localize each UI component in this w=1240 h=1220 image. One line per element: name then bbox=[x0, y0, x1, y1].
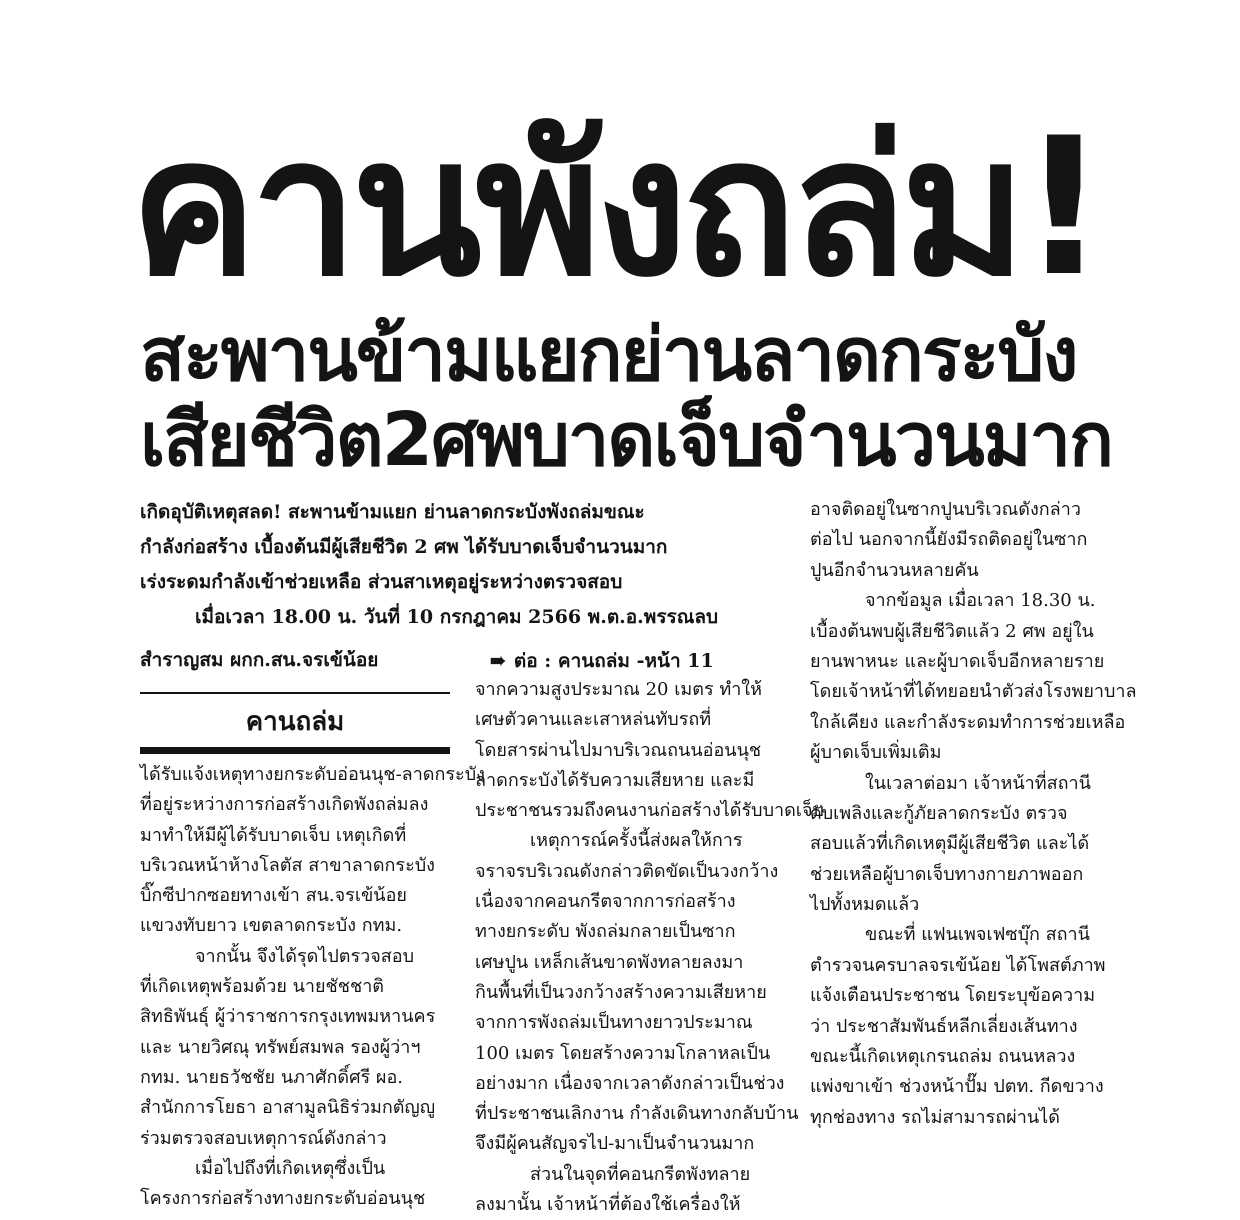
text-line: ประชาชนรวมถึงคนงานก่อสร้างได้รับบาดเจ็บ bbox=[475, 800, 824, 822]
text-line: 100 เมตร โดยสร้างความโกลาหลเป็น bbox=[475, 1042, 771, 1064]
text-line: จากข้อมูล เมื่อเวลา 18.30 น. bbox=[865, 590, 1096, 612]
text-line: ช่วยเหลือผู้บาดเจ็บทางกายภาพออก bbox=[810, 863, 1084, 885]
text-line: ได้รับแจ้งเหตุทางยกระดับอ่อนนุช-ลาดกระบัง bbox=[140, 764, 485, 785]
text-line: กินพื้นที่เป็นวงกว้างสร้างความเสียหาย bbox=[475, 981, 767, 1003]
section-bottom-rule bbox=[140, 747, 450, 754]
text-line: และ นายวิศณุ ทรัพย์สมพล รองผู้ว่าฯ bbox=[140, 1036, 421, 1058]
text-line: บิ๊กซีปากซอยทางเข้า สน.จรเข้น้อย bbox=[140, 885, 407, 907]
section-label: คานถล่ม bbox=[245, 707, 345, 737]
text-line: ที่อยู่ระหว่างการก่อสร้างเกิดพังถล่มลง bbox=[140, 794, 429, 816]
text-line: มาทำให้มีผู้ได้รับบาดเจ็บ เหตุเกิดที่ bbox=[140, 824, 407, 846]
text-line: จากความสูงประมาณ 20 เมตร ทำให้ bbox=[475, 679, 762, 700]
text-line: ขณะที่ แฟนเพจเฟซบุ๊ก สถานี bbox=[865, 924, 1090, 946]
text-line: เนื่องจากคอนกรีตจากการก่อสร้าง bbox=[475, 891, 736, 913]
text-line: ใกล้เคียง และกำลังระดมทำการช่วยเหลือ bbox=[810, 711, 1126, 733]
text-line: ลงมานั้น เจ้าหน้าที่ต้องใช้เครื่องให้ bbox=[475, 1194, 741, 1216]
text-line: ที่ประชาชนเลิกงาน กำลังเดินทางกลับบ้าน bbox=[475, 1103, 799, 1125]
text-line: โดยสารผ่านไปมาบริเวณถนนอ่อนนุช bbox=[475, 739, 762, 761]
continued-jump-link[interactable] bbox=[490, 645, 790, 677]
text-line: จราจรบริเวณดังกล่าวติดขัดเป็นวงกว้าง bbox=[475, 860, 779, 882]
text-line: ขณะนี้เกิดเหตุเกรนถล่ม ถนนหลวง bbox=[810, 1046, 1076, 1068]
text-line: อย่างมาก เนื่องจากเวลาดังกล่าวเป็นช่วง bbox=[475, 1072, 785, 1094]
text-line: เหตุการณ์ครั้งนี้ส่งผลให้การ bbox=[530, 830, 743, 852]
right-arrow-icon: ➠ bbox=[490, 650, 506, 672]
text-line: สิทธิพันธุ์ ผู้ว่าราชการกรุงเทพมหานคร bbox=[140, 1006, 436, 1028]
lede-line: เมื่อเวลา 18.00 น. วันที่ 10 กรกฎาคม 2566 พ.ต.อ.พรรณลบ bbox=[195, 606, 719, 628]
text-line: บริเวณหน้าห้างโลตัส สาขาลาดกระบัง bbox=[140, 854, 435, 876]
subheadline-line-1: สะพานข้ามแยกย่านลาดกระบัง bbox=[140, 312, 1077, 398]
jump-text: ต่อ : คานถล่ม -หน้า 11 bbox=[513, 650, 714, 672]
text-line: สอบแล้วที่เกิดเหตุมีผู้เสียชีวิต และได้ bbox=[810, 833, 1090, 855]
text-line: โครงการก่อสร้างทางยกระดับอ่อนนุช bbox=[140, 1188, 426, 1210]
text-line: ต่อไป นอกจากนี้ยังมีรถติดอยู่ในซาก bbox=[810, 529, 1088, 551]
text-line: ร่วมตรวจสอบเหตุการณ์ดังกล่าว bbox=[140, 1127, 387, 1149]
text-line: กทม. นายธวัชชัย นภาศักดิ์ศรี ผอ. bbox=[140, 1066, 404, 1088]
text-line: เศษตัวคานและเสาหล่นทับรถที่ bbox=[475, 709, 712, 731]
text-line: ตำรวจนครบาลจรเข้น้อย ได้โพสต์ภาพ bbox=[810, 954, 1106, 976]
text-line: จากการพังถล่มเป็นทางยาวประมาณ bbox=[475, 1012, 753, 1034]
text-line: เมื่อไปถึงที่เกิดเหตุซึ่งเป็น bbox=[195, 1157, 386, 1179]
text-line: จึงมีผู้คนสัญจรไป-มาเป็นจำนวนมาก bbox=[475, 1133, 755, 1155]
lede-line: เร่งระดมกำลังเข้าช่วยเหลือ ส่วนสาเหตุอยู่ระหว่างตรวจสอบ bbox=[140, 571, 623, 593]
text-line: ดับเพลิงและกู้ภัยลาดกระบัง ตรวจ bbox=[810, 802, 1068, 824]
article-column-3 bbox=[810, 495, 1137, 1133]
text-line: ส่วนในจุดที่คอนกรีตพังทลาย bbox=[530, 1163, 751, 1185]
text-line: ทุกช่องทาง รถไม่สามารถผ่านได้ bbox=[810, 1106, 1060, 1128]
text-line: จากนั้น จึงได้รุดไปตรวจสอบ bbox=[195, 945, 415, 967]
text-line: โดยเจ้าหน้าที่ได้ทยอยนำตัวส่งโรงพยาบาล bbox=[810, 681, 1137, 703]
text-line: ลาดกระบังได้รับความเสียหาย และมี bbox=[475, 769, 755, 791]
text-line: ว่า ประชาสัมพันธ์หลีกเลี่ยงเส้นทาง bbox=[810, 1015, 1078, 1037]
text-line: ยานพาหนะ และผู้บาดเจ็บอีกหลายราย bbox=[810, 650, 1105, 672]
text-line: ผู้บาดเจ็บเพิ่มเติม bbox=[810, 742, 942, 764]
text-line: แพ่งขาเข้า ช่วงหน้าปั๊ม ปตท. กีดขวาง bbox=[810, 1076, 1104, 1098]
lede-line: เกิดอุบัติเหตุสลด! สะพานข้ามแยก ย่านลาดกระบังพังถล่มขณะ bbox=[140, 501, 645, 523]
subheadline-line-2: เสียชีวิต2ศพบาดเจ็บจำนวนมาก bbox=[140, 397, 1112, 483]
text-line: ทางยกระดับ พังถล่มกลายเป็นซาก bbox=[475, 921, 736, 943]
text-line: อาจติดอยู่ในซากปูนบริเวณดังกล่าว bbox=[810, 499, 1081, 520]
section-top-rule bbox=[140, 692, 450, 694]
text-line: สำนักการโยธา อาสามูลนิธิร่วมกตัญญู bbox=[140, 1097, 436, 1119]
byline: สำราญสม ผกก.สน.จรเข้น้อย bbox=[140, 649, 379, 671]
article-column-2 bbox=[475, 675, 824, 1220]
text-line: เบื้องต้นพบผู้เสียชีวิตแล้ว 2 ศพ อยู่ใน bbox=[810, 620, 1094, 642]
text-line: ปูนอีกจำนวนหลายคัน bbox=[810, 559, 979, 581]
text-line: ที่เกิดเหตุพร้อมด้วย นายชัชชาติ bbox=[140, 976, 384, 998]
headline: คานพังถล่ม! bbox=[130, 97, 1102, 318]
text-line: แจ้งเตือนประชาชน โดยระบุข้อความ bbox=[810, 985, 1096, 1007]
lede-line: กำลังก่อสร้าง เบื้องต้นมีผู้เสียชีวิต 2 ศพ ได้รับบาดเจ็บจำนวนมาก bbox=[140, 536, 668, 558]
text-line: เศษปูน เหล็กเส้นขาดพังทลายลงมา bbox=[475, 951, 744, 973]
article-column-1 bbox=[140, 760, 485, 1214]
lede-paragraph bbox=[140, 495, 780, 635]
text-line: ไปทั้งหมดแล้ว bbox=[810, 894, 920, 916]
text-line: ในเวลาต่อมา เจ้าหน้าที่สถานี bbox=[865, 772, 1091, 794]
text-line: แขวงทับยาว เขตลาดกระบัง กทม. bbox=[140, 915, 403, 937]
